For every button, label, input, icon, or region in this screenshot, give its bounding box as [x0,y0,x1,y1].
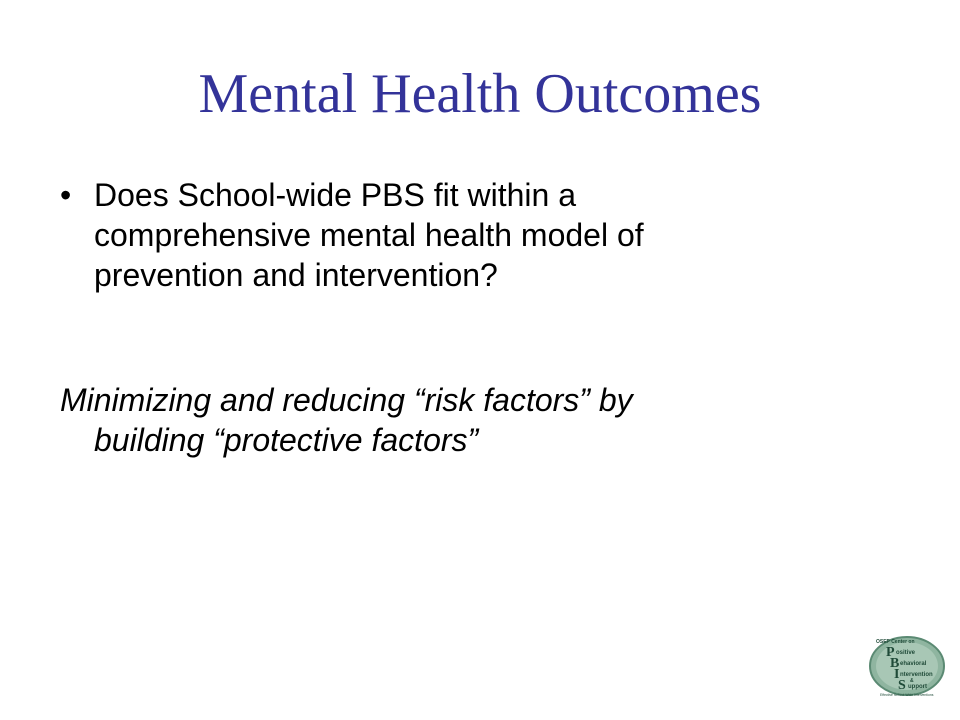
logo-letter-i: I [894,667,900,682]
bullet-item [60,175,880,295]
logo-word-intervention: ntervention [900,672,933,678]
logo-letter-s: S [898,678,906,693]
italic-paragraph [60,380,900,460]
bullet-icon: • [60,177,72,213]
pbis-logo [866,634,948,698]
italic-line-2: building “protective factors” [94,422,479,458]
bullet-line-1: Does School-wide PBS fit within a [94,177,576,213]
bullet-line-2: comprehensive mental health model of [94,217,644,253]
logo-word-behavioral: ehavioral [900,661,927,667]
logo-top-text: OSEP Center on [876,639,915,645]
logo-word-positive: ositive [896,650,916,656]
logo-letter-b: B [890,656,900,671]
body-text [60,175,880,295]
logo-tagline: Effective School-Wide Interventions [880,693,934,697]
pbis-logo-icon [866,634,948,698]
slide-title: Mental Health Outcomes [198,63,762,125]
logo-word-ampersand: & [910,678,914,684]
logo-letter-p: P [886,645,895,660]
bullet-line-3: prevention and intervention? [94,257,498,293]
italic-line-1: Minimizing and reducing “risk factors” by [60,382,633,418]
logo-word-support: upport [908,684,927,690]
